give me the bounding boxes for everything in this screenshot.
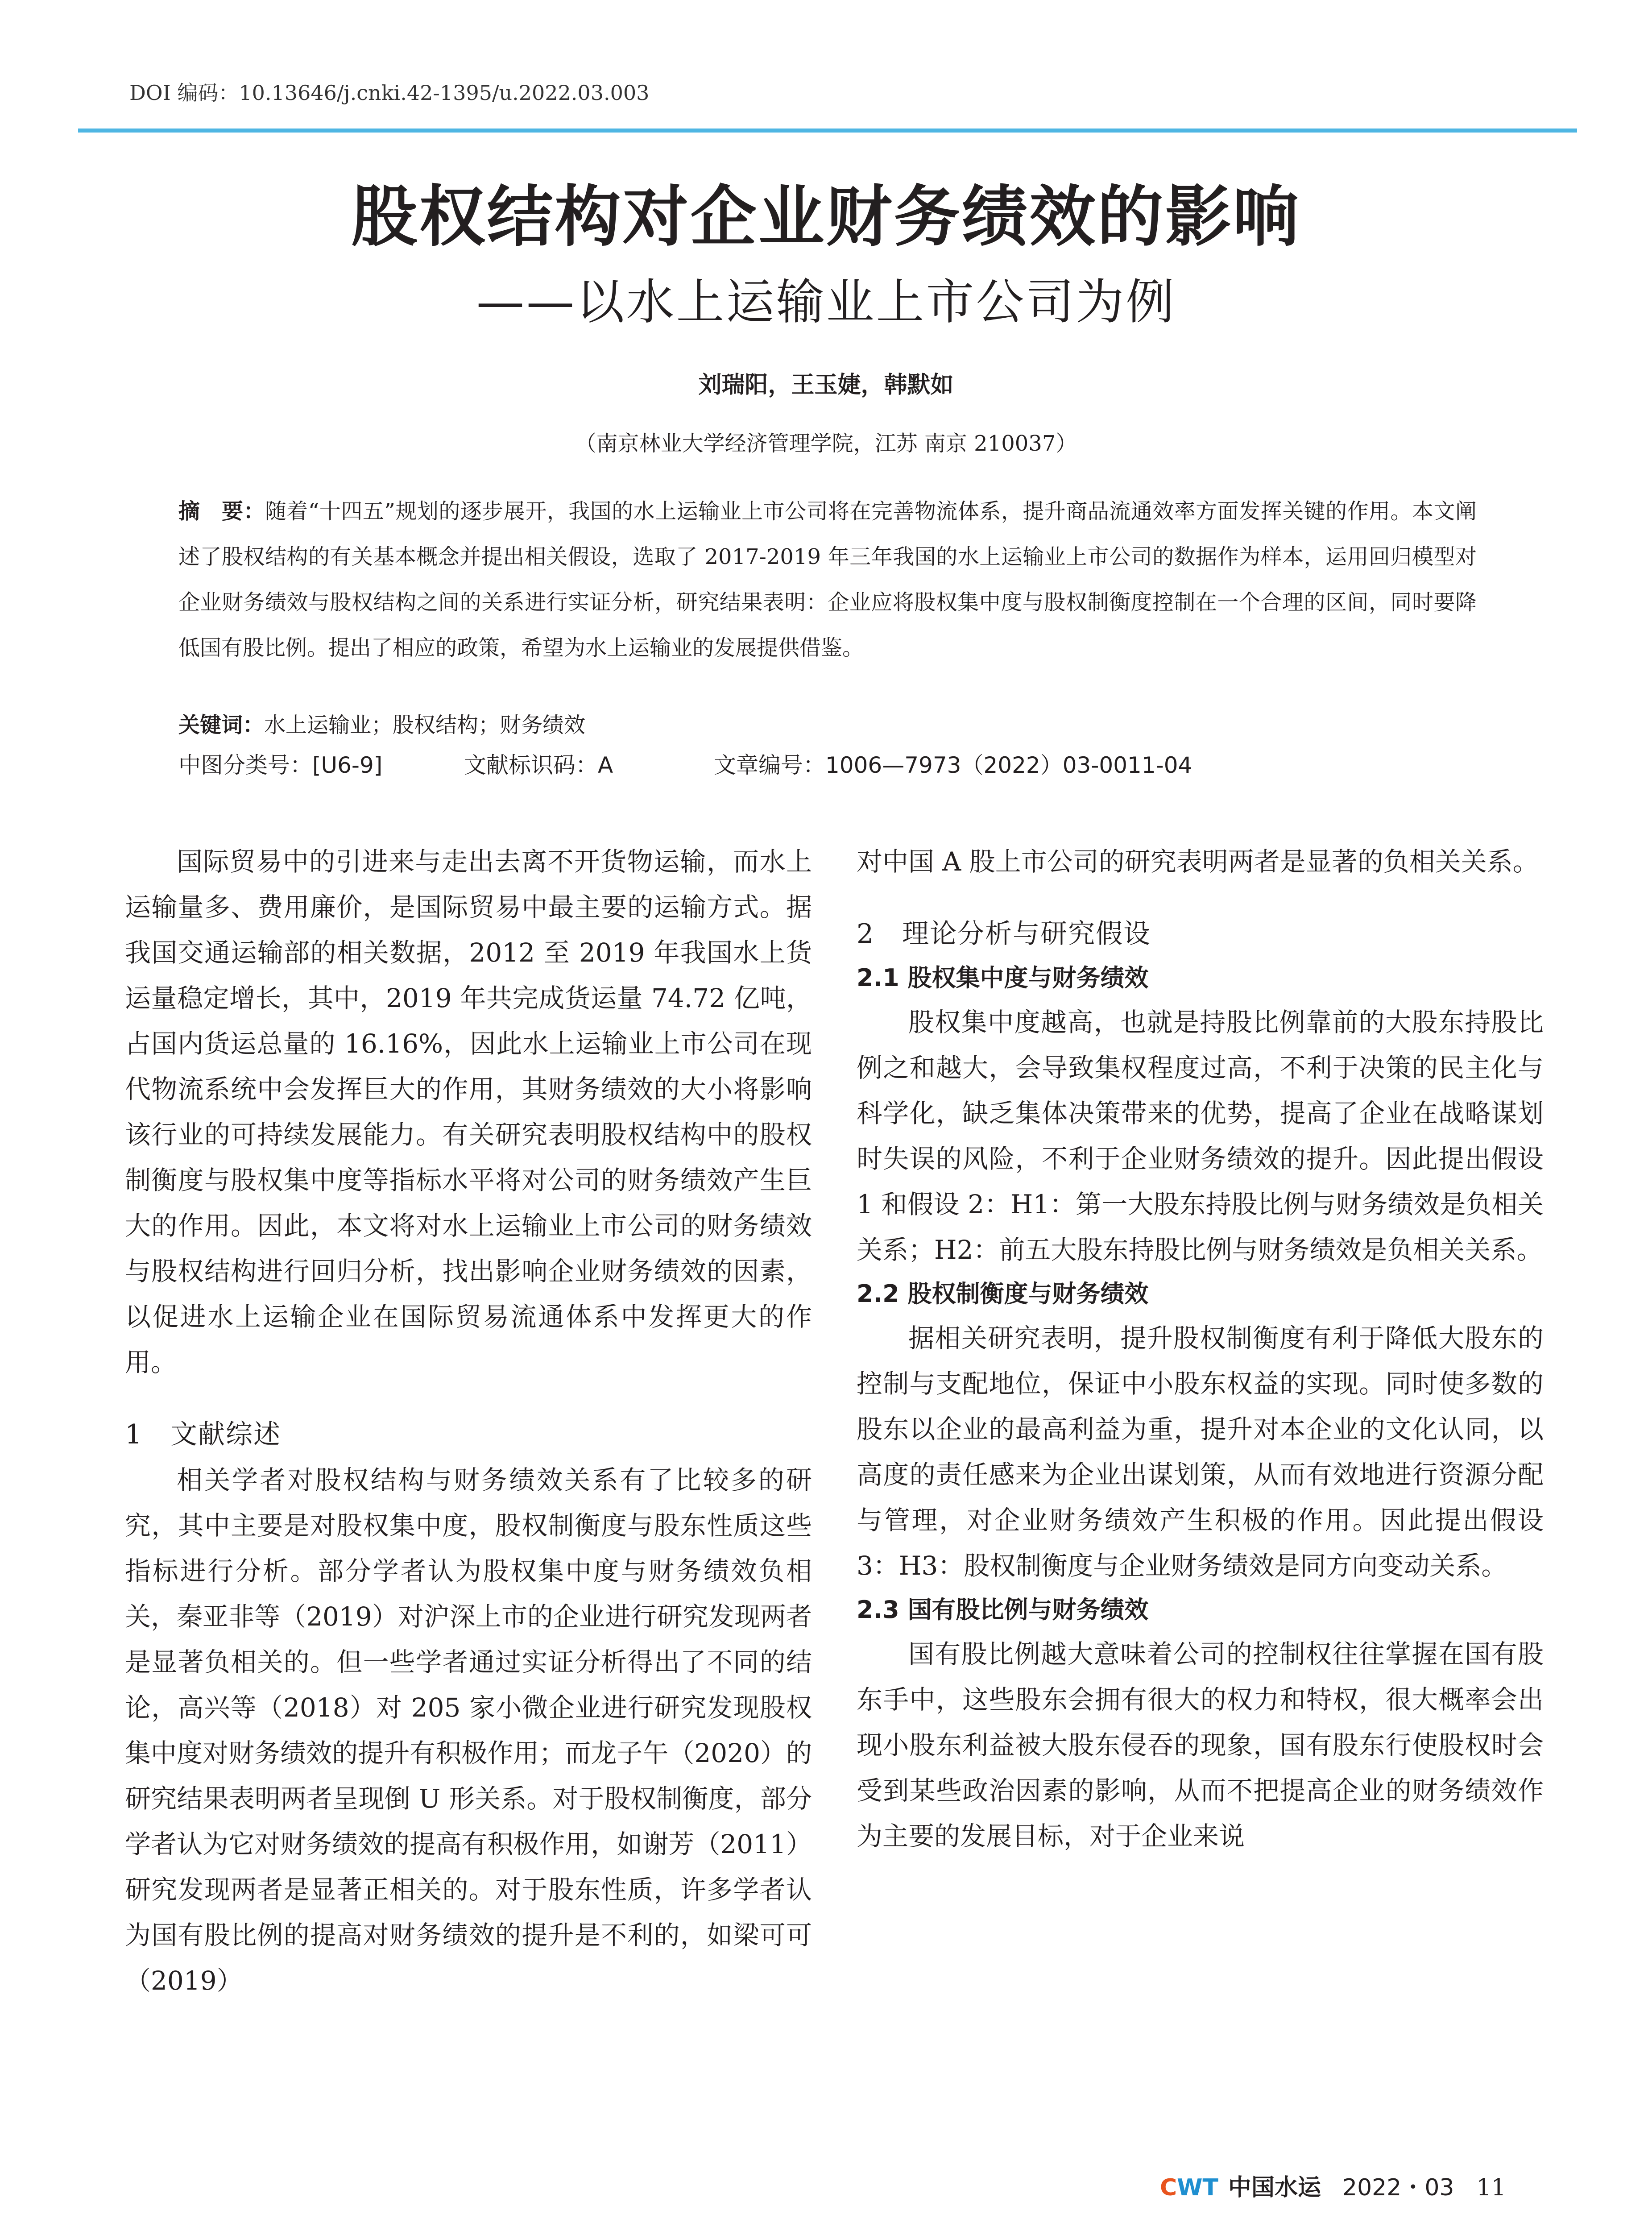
section-2-3-paragraph: 国有股比例越大意味着公司的控制权往往掌握在国有股东手中，这些股东会拥有很大的权力和特权，很大概率会出现小股东利益被大股东侵吞的现象，国有股东行使股权时会受到某些政治因素的影响，从而不把提高企业的财务绩效作为主要的发展目标，对于企业来说 [857,1639,1544,1851]
authors: 刘瑞阳，王玉婕，韩默如 [698,372,954,398]
section-1-heading: 1 文献综述 [125,1419,282,1450]
page-footer [1160,2169,1561,2202]
left-column [125,839,812,2003]
continuation-paragraph: 对中国 A 股上市公司的研究表明两者是显著的负相关关系。 [857,846,1539,877]
doi-line: DOI 编码：10.13646/j.cnki.42-1395/u.2022.03.003 [129,81,650,105]
section-2-heading: 2 理论分析与研究假设 [857,918,1151,950]
abstract [178,489,1477,671]
keywords [178,707,1477,743]
journal-logo-c: C [1160,2174,1177,2201]
abstract-text: 随着“十四五”规划的逐步展开，我国的水上运输业上市公司将在完善物流体系，提升商品流通效率方面发挥关键的作用。本文阐述了股权结构的有关基本概念并提出相关假设，选取了 2017-2019 年三年我国的水上运输业上市公司的数据作为样本，运用回归模型对企业财务绩效与股权结构之间的关系进行实证分析，研究结果表明：企业应将股权集中度与股权制衡度控制在一个合理的区间，同时要降低国有股比例。提出了相应的政策，希望为水上运输业的发展提供借鉴。 [178,499,1477,660]
issue-number: 2022・03 [1342,2174,1454,2201]
clc-number: 中图分类号：[U6-9] [178,752,383,778]
affiliation: （南京林业大学经济管理学院，江苏 南京 210037） [575,431,1077,456]
section-2-1-heading: 2.1 股权集中度与财务绩效 [857,964,1149,992]
section-1-paragraph: 相关学者对股权结构与财务绩效关系有了比较多的研究，其中主要是对股权集中度，股权制衡度与股东性质这些指标进行分析。部分学者认为股权集中度与财务绩效负相关，秦亚非等（2019）对沪深上市的企业进行研究发现两者是显著负相关的。但一些学者通过实证分析得出了不同的结论，高兴等（2018）对 205 家小微企业进行研究发现股权集中度对财务绩效的提升有积极作用；而龙子午（2020）的研究结果表明两者呈现倒 U 形关系。对于股权制衡度，部分学者认为它对财务绩效的提高有积极作用，如谢芳（2011）研究发现两者是显著正相关的。对于股东性质，许多学者认为国有股比例的提高对财务绩效的提升是不利的，如梁可可（2019） [125,1465,812,1996]
keywords-text: 水上运输业；股权结构；财务绩效 [264,713,586,738]
header-rule [78,129,1577,133]
intro-paragraph: 国际贸易中的引进来与走出去离不开货物运输，而水上运输量多、费用廉价，是国际贸易中最主要的运输方式。据我国交通运输部的相关数据，2012 至 2019 年我国水上货运量稳定增长，其中，2019 年共完成货运量 74.72 亿吨，占国内货运总量的 16.16%，因此水上运输业上市公司在现代物流系统中会发挥巨大的作用，其财务绩效的大小将影响该行业的可持续发展能力。有关研究表明股权结构中的股权制衡度与股权集中度等指标水平将对公司的财务绩效产生巨大的作用。因此，本文将对水上运输业上市公司的财务绩效与股权结构进行回归分析，找出影响企业财务绩效的因素，以促进水上运输企业在国际贸易流通体系中发挥更大的作用。 [125,846,812,1377]
journal-logo-wt: WT [1177,2174,1218,2201]
article-subtitle: ——以水上运输业上市公司为例 [476,274,1176,330]
article-number: 文章编号：1006—7973（2022）03-0011-04 [714,752,1192,778]
section-2-2-heading: 2.2 股权制衡度与财务绩效 [857,1280,1149,1308]
journal-name: 中国水运 [1228,2174,1321,2201]
document-code: 文献标识码：A [464,752,613,778]
abstract-label: 摘 要： [178,499,265,524]
classification-row [178,747,1477,783]
keywords-label: 关键词： [178,713,265,738]
article-title: 股权结构对企业财务绩效的影响 [351,178,1301,255]
page-number: 11 [1476,2174,1506,2201]
section-2-2-paragraph: 据相关研究表明，提升股权制衡度有利于降低大股东的控制与支配地位，保证中小股东权益的实现。同时使多数的股东以企业的最高利益为重，提升对本企业的文化认同，以高度的责任感来为企业出谋划策，从而有效地进行资源分配与管理，对企业财务绩效产生积极的作用。因此提出假设 3：H3：股权制衡度与企业财务绩效是同方向变动关系。 [857,1323,1544,1581]
right-column [857,839,1544,1859]
section-2-1-paragraph: 股权集中度越高，也就是持股比例靠前的大股东持股比例之和越大，会导致集权程度过高，不利于决策的民主化与科学化，缺乏集体决策带来的优势，提高了企业在战略谋划时失误的风险，不利于企业财务绩效的提升。因此提出假设 1 和假设 2：H1：第一大股东持股比例与财务绩效是负相关关系；H2：前五大股东持股比例与财务绩效是负相关关系。 [857,1007,1544,1265]
section-2-3-heading: 2.3 国有股比例与财务绩效 [857,1596,1149,1624]
